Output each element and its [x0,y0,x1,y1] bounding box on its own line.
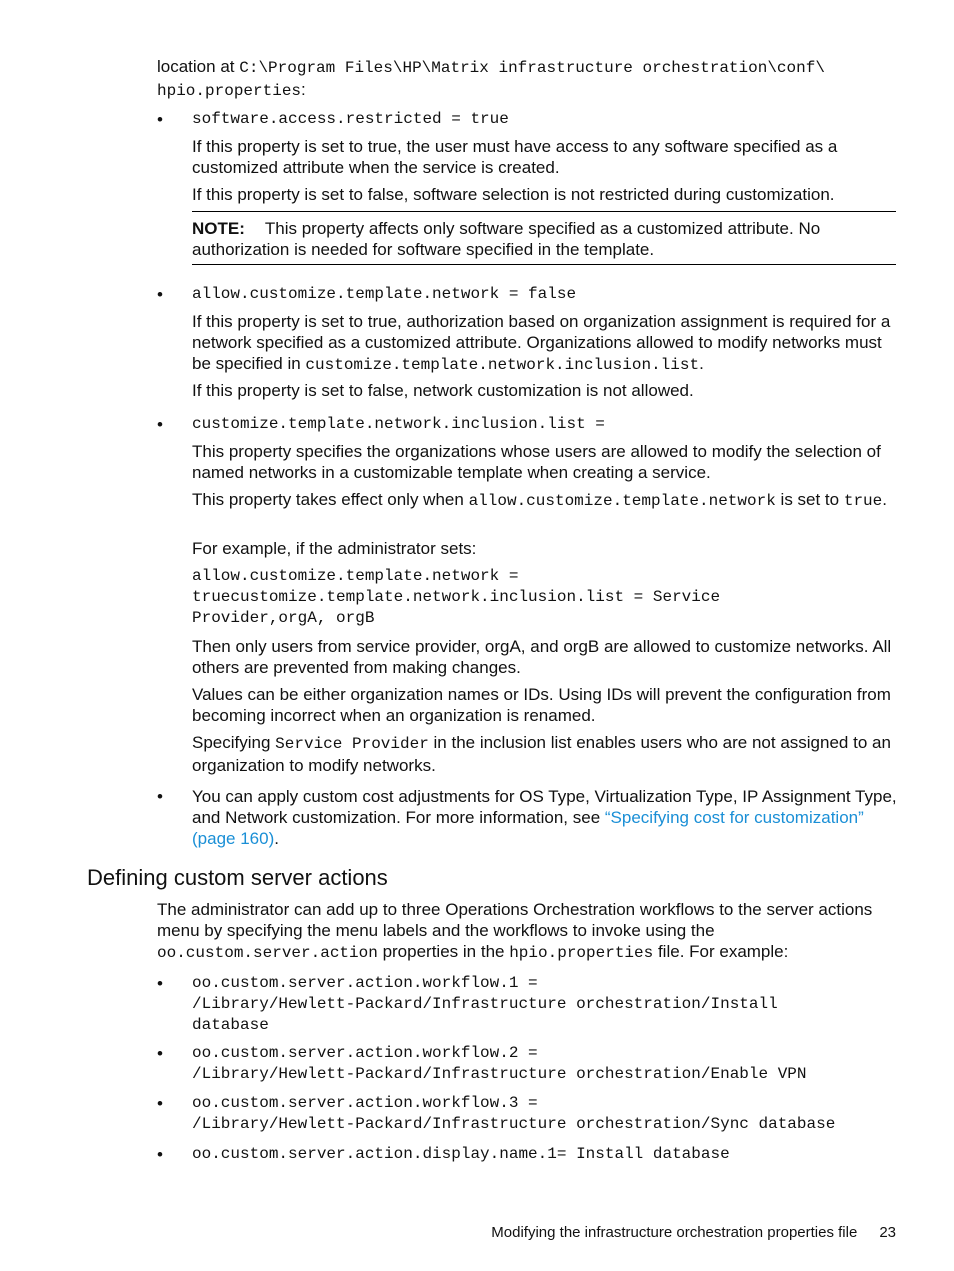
prop4-text [192,786,897,849]
section-heading: Defining custom server actions [87,865,388,890]
section-para-code2: hpio.properties [509,944,654,962]
prop3-text1: This property specifies the organizations whose users are allowed to modify the selection of named networks in a customizable template when creating a service. [192,442,881,482]
list-item-line: oo.custom.server.action.workflow.1 = [192,974,538,992]
list-item-line: /Library/Hewlett-Packard/Infrastructure orchestration/Install [192,995,778,1013]
intro-paragraph [157,56,897,102]
prop3-text2-code: allow.customize.template.network [468,492,776,510]
prop3-text6-a: Specifying [192,733,276,752]
note-box [192,211,896,265]
intro-path: C:\Program Files\HP\Matrix infrastructure orchestration\conf\ [239,59,825,77]
list-item [192,1093,897,1135]
intro-text: location at [157,57,240,76]
prop2-text1 [192,311,897,376]
prop3-text2-c: . [882,490,887,509]
list-item-line: database [192,1016,269,1034]
list-item-line: /Library/Hewlett-Packard/Infrastructure orchestration/Enable VPN [192,1065,807,1083]
prop2-text1-a: If this property is set to true, authorization based on organization assignment is required for a network specified as a customized attribute. Organizations allowed to modify networks must be specified in [192,312,891,373]
example-line: allow.customize.template.network = [192,567,519,585]
prop3-text2 [192,489,897,512]
bullet-icon: • [157,974,163,993]
prop1-code: software.access.restricted = true [192,110,509,128]
list-item-line: /Library/Hewlett-Packard/Infrastructure orchestration/Sync database [192,1115,836,1133]
section-para-c: file. For example: [653,942,789,961]
cost-customization-link[interactable]: “Specifying cost for customization” (page 160) [192,808,864,848]
bullet-icon: • [157,110,163,129]
list-item [192,1043,897,1085]
bullet-icon: • [157,415,163,434]
prop2-text1-code: customize.template.network.inclusion.list [305,356,700,374]
page-footer [469,1222,896,1243]
prop3-example [192,566,897,629]
prop3-text6 [192,732,897,776]
section-paragraph [157,899,897,964]
list-item-line: oo.custom.server.action.workflow.2 = [192,1044,538,1062]
intro-suffix: : [301,80,306,99]
bullet-icon: • [157,787,163,806]
prop3-text5: Values can be either organization names or IDs. Using IDs will prevent the configuration from becoming incorrect when an organization is renamed. [192,685,891,725]
bullet-icon: • [157,285,163,304]
section-para-code1: oo.custom.server.action [157,944,378,962]
section-para-b: properties in the [377,942,510,961]
intro-path-file: hpio.properties [157,82,302,100]
prop4-text-b: . [274,829,279,848]
bullet-icon: • [157,1145,163,1164]
prop1-text2: If this property is set to false, software selection is not restricted during customization. [192,185,835,204]
prop2-text2: If this property is set to false, network customization is not allowed. [192,381,694,400]
prop3-code: customize.template.network.inclusion.list = [192,415,605,433]
prop3-text2-b: is set to [775,490,844,509]
prop2-text1-b: . [699,354,704,373]
prop3-text3: For example, if the administrator sets: [192,539,477,558]
section-para-a: The administrator can add up to three Operations Orchestration workflows to the server actions menu by specifying the menu labels and the workflows to invoke using the [157,900,873,940]
footer-title: Modifying the infrastructure orchestration properties file [491,1224,858,1241]
prop3-text6-b: in the inclusion list enables users who are not assigned to an organization to modify networks. [192,733,891,775]
page-number: 23 [879,1224,896,1241]
bullet-icon: • [157,1094,163,1113]
prop1-text1: If this property is set to true, the user must have access to any software specified as a customized attribute when the service is created. [192,137,838,177]
note-text: This property affects only software specified as a customized attribute. No authorization is needed for software specified in the template. [192,219,821,259]
prop2-code: allow.customize.template.network = false [192,285,577,303]
prop3-text4: Then only users from service provider, orgA, and orgB are allowed to customize networks. All others are prevented from making changes. [192,637,892,677]
example-line: Provider,orgA, orgB [192,609,375,627]
list-item-line: oo.custom.server.action.workflow.3 = [192,1094,538,1112]
prop4-text-a: You can apply custom cost adjustments for OS Type, Virtualization Type, IP Assignment Type, and Network customization. For more information, see [192,787,897,827]
list-item [192,973,897,1036]
prop3-text6-code: Service Provider [275,735,429,753]
list-item [192,1144,897,1165]
note-label: NOTE: [192,219,245,238]
prop3-text2-code2: true [843,492,883,510]
list-item-line: oo.custom.server.action.display.name.1= Install database [192,1145,730,1163]
example-line: truecustomize.template.network.inclusion.list = Service [192,588,721,606]
prop3-text2-a: This property takes effect only when [192,490,469,509]
bullet-icon: • [157,1044,163,1063]
